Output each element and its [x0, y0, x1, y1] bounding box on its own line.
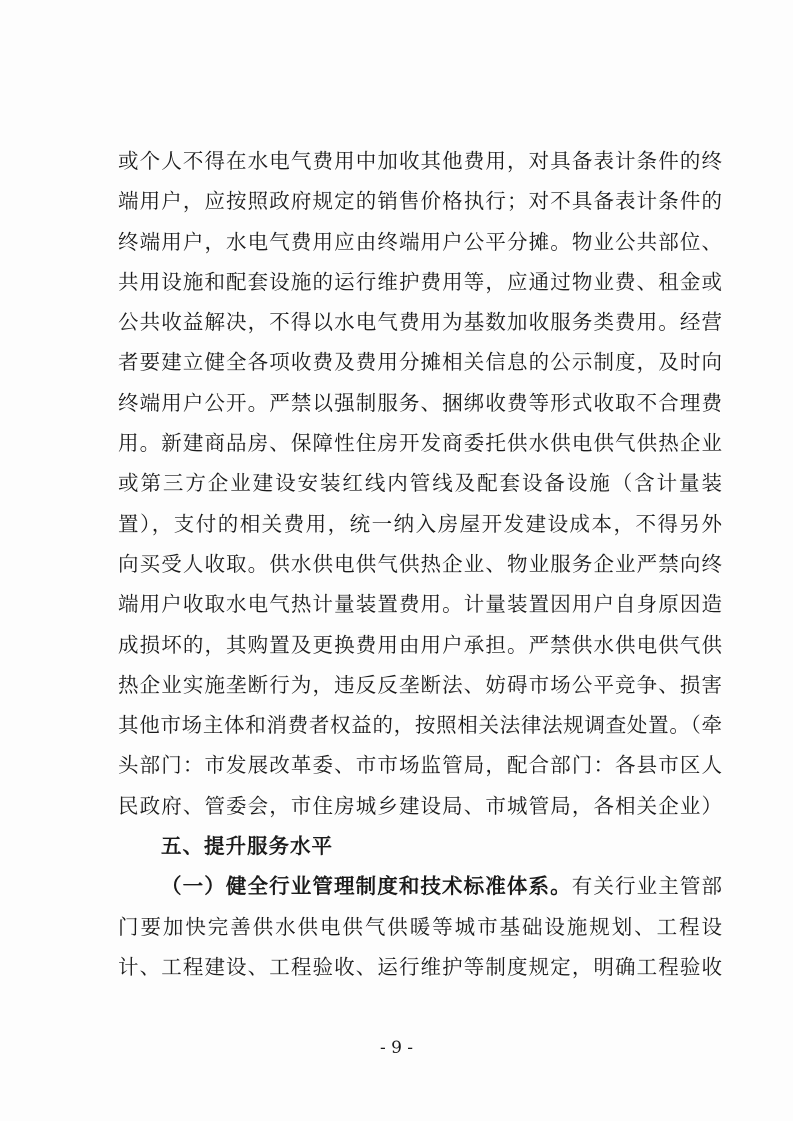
text-line: 成损坏的，其购置及更换费用由用户承担。严禁供水供电供气供	[118, 632, 722, 657]
text-line: 终端用户公开。严禁以强制服务、捆绑收费等形式收取不合理费	[118, 390, 722, 415]
text-line: 热企业实施垄断行为，违反反垄断法、妨碍市场公平竞争、损害	[118, 672, 722, 697]
text-line: 置），支付的相关费用，统一纳入房屋开发建设成本，不得另外	[118, 511, 722, 536]
text-line: 或第三方企业建设安装红线内管线及配套设备设施（含计量装	[118, 471, 722, 496]
text-line: 端用户，应按照政府规定的销售价格执行；对不具备表计条件的	[118, 189, 722, 214]
text-line: 民政府、管委会，市住房城乡建设局、市城管局，各相关企业）	[118, 793, 722, 818]
section-heading: 五、提升服务水平	[161, 834, 333, 859]
text-line: 门要加快完善供水供电供气供暖等城市基础设施规划、工程设	[118, 914, 722, 939]
text-line: 共用设施和配套设施的运行维护费用等，应通过物业费、租金或	[118, 269, 722, 294]
subsection-title: （一）健全行业管理制度和技术标准体系。	[161, 874, 572, 899]
subsection-text-start: 有关行业主管部	[571, 874, 723, 899]
text-line: 向买受人收取。供水供电供气供热企业、物业服务企业严禁向终	[118, 551, 722, 576]
text-line: 计、工程建设、工程验收、运行维护等制度规定，明确工程验收	[118, 954, 722, 979]
text-line: 端用户收取水电气热计量装置费用。计量装置因用户自身原因造	[118, 592, 722, 617]
text-line: 终端用户，水电气费用应由终端用户公平分摊。物业公共部位、	[118, 229, 722, 254]
text-line: 或个人不得在水电气费用中加收其他费用，对具备表计条件的终	[118, 149, 722, 173]
subsection-first-line	[118, 866, 722, 906]
page-number: - 9 -	[379, 1038, 414, 1058]
text-line: 用。新建商品房、保障性住房开发商委托供水供电供气供热企业	[118, 431, 722, 456]
text-line: 头部门：市发展改革委、市市场监管局，配合部门：各县市区人	[118, 753, 722, 778]
text-line: 其他市场主体和消费者权益的，按照相关法律法规调查处置。（牵	[118, 713, 722, 738]
text-line: 公共收益解决，不得以水电气费用为基数加收服务类费用。经营	[118, 310, 722, 335]
document-body	[118, 141, 722, 987]
text-line: 者要建立健全各项收费及费用分摊相关信息的公示制度，及时向	[118, 350, 722, 375]
